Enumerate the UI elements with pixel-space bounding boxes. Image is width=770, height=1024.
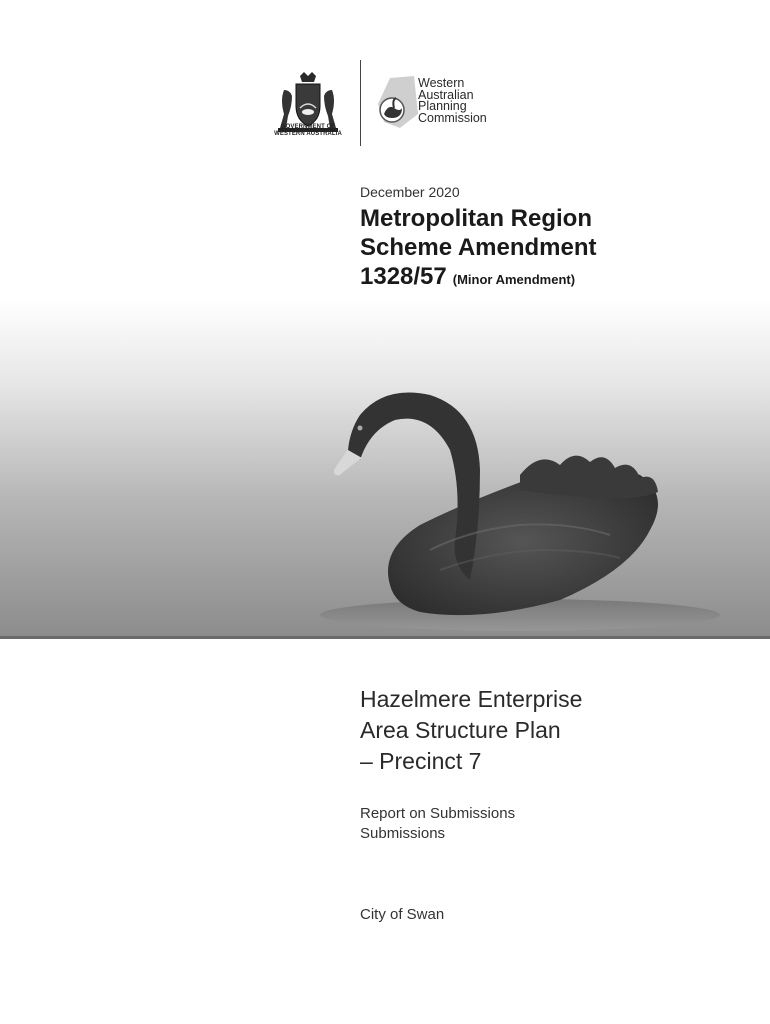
plan-line3: – Precinct 7: [360, 748, 482, 774]
structure-plan-title: [360, 684, 582, 777]
report-subtitle: [360, 804, 515, 844]
photo-bottom-border: [0, 636, 770, 639]
amendment-number: 1328/57: [360, 263, 447, 290]
title-line1: Metropolitan Region: [360, 205, 592, 232]
wapc-logo-icon: [374, 74, 420, 130]
wapc-line2: Australian: [418, 87, 474, 102]
black-swan-photo: [0, 300, 770, 637]
government-label: [262, 124, 354, 138]
amendment-qualifier: (Minor Amendment): [452, 272, 576, 287]
document-title: [360, 204, 597, 294]
plan-line1: Hazelmere Enterprise: [360, 686, 583, 712]
wapc-name: [418, 78, 487, 124]
wapc-line3: Planning: [418, 99, 467, 113]
logo-divider: [360, 60, 361, 146]
authority-name: City of Swan: [360, 906, 445, 923]
government-label-line1: GOVERNMENT OF: [280, 124, 336, 130]
title-line2: Scheme Amendment: [360, 234, 597, 261]
wapc-line1: Western: [418, 76, 465, 90]
document-date: December 2020: [360, 184, 460, 200]
wapc-line4: Commission: [418, 110, 487, 125]
logo-block: [262, 58, 522, 150]
title-line3: [360, 262, 597, 294]
plan-line2: Area Structure Plan: [360, 717, 561, 743]
report-line1: Report on Submissions: [360, 805, 516, 822]
report-line2: Submissions: [360, 825, 446, 842]
government-label-line2: WESTERN AUSTRALIA: [274, 131, 342, 137]
